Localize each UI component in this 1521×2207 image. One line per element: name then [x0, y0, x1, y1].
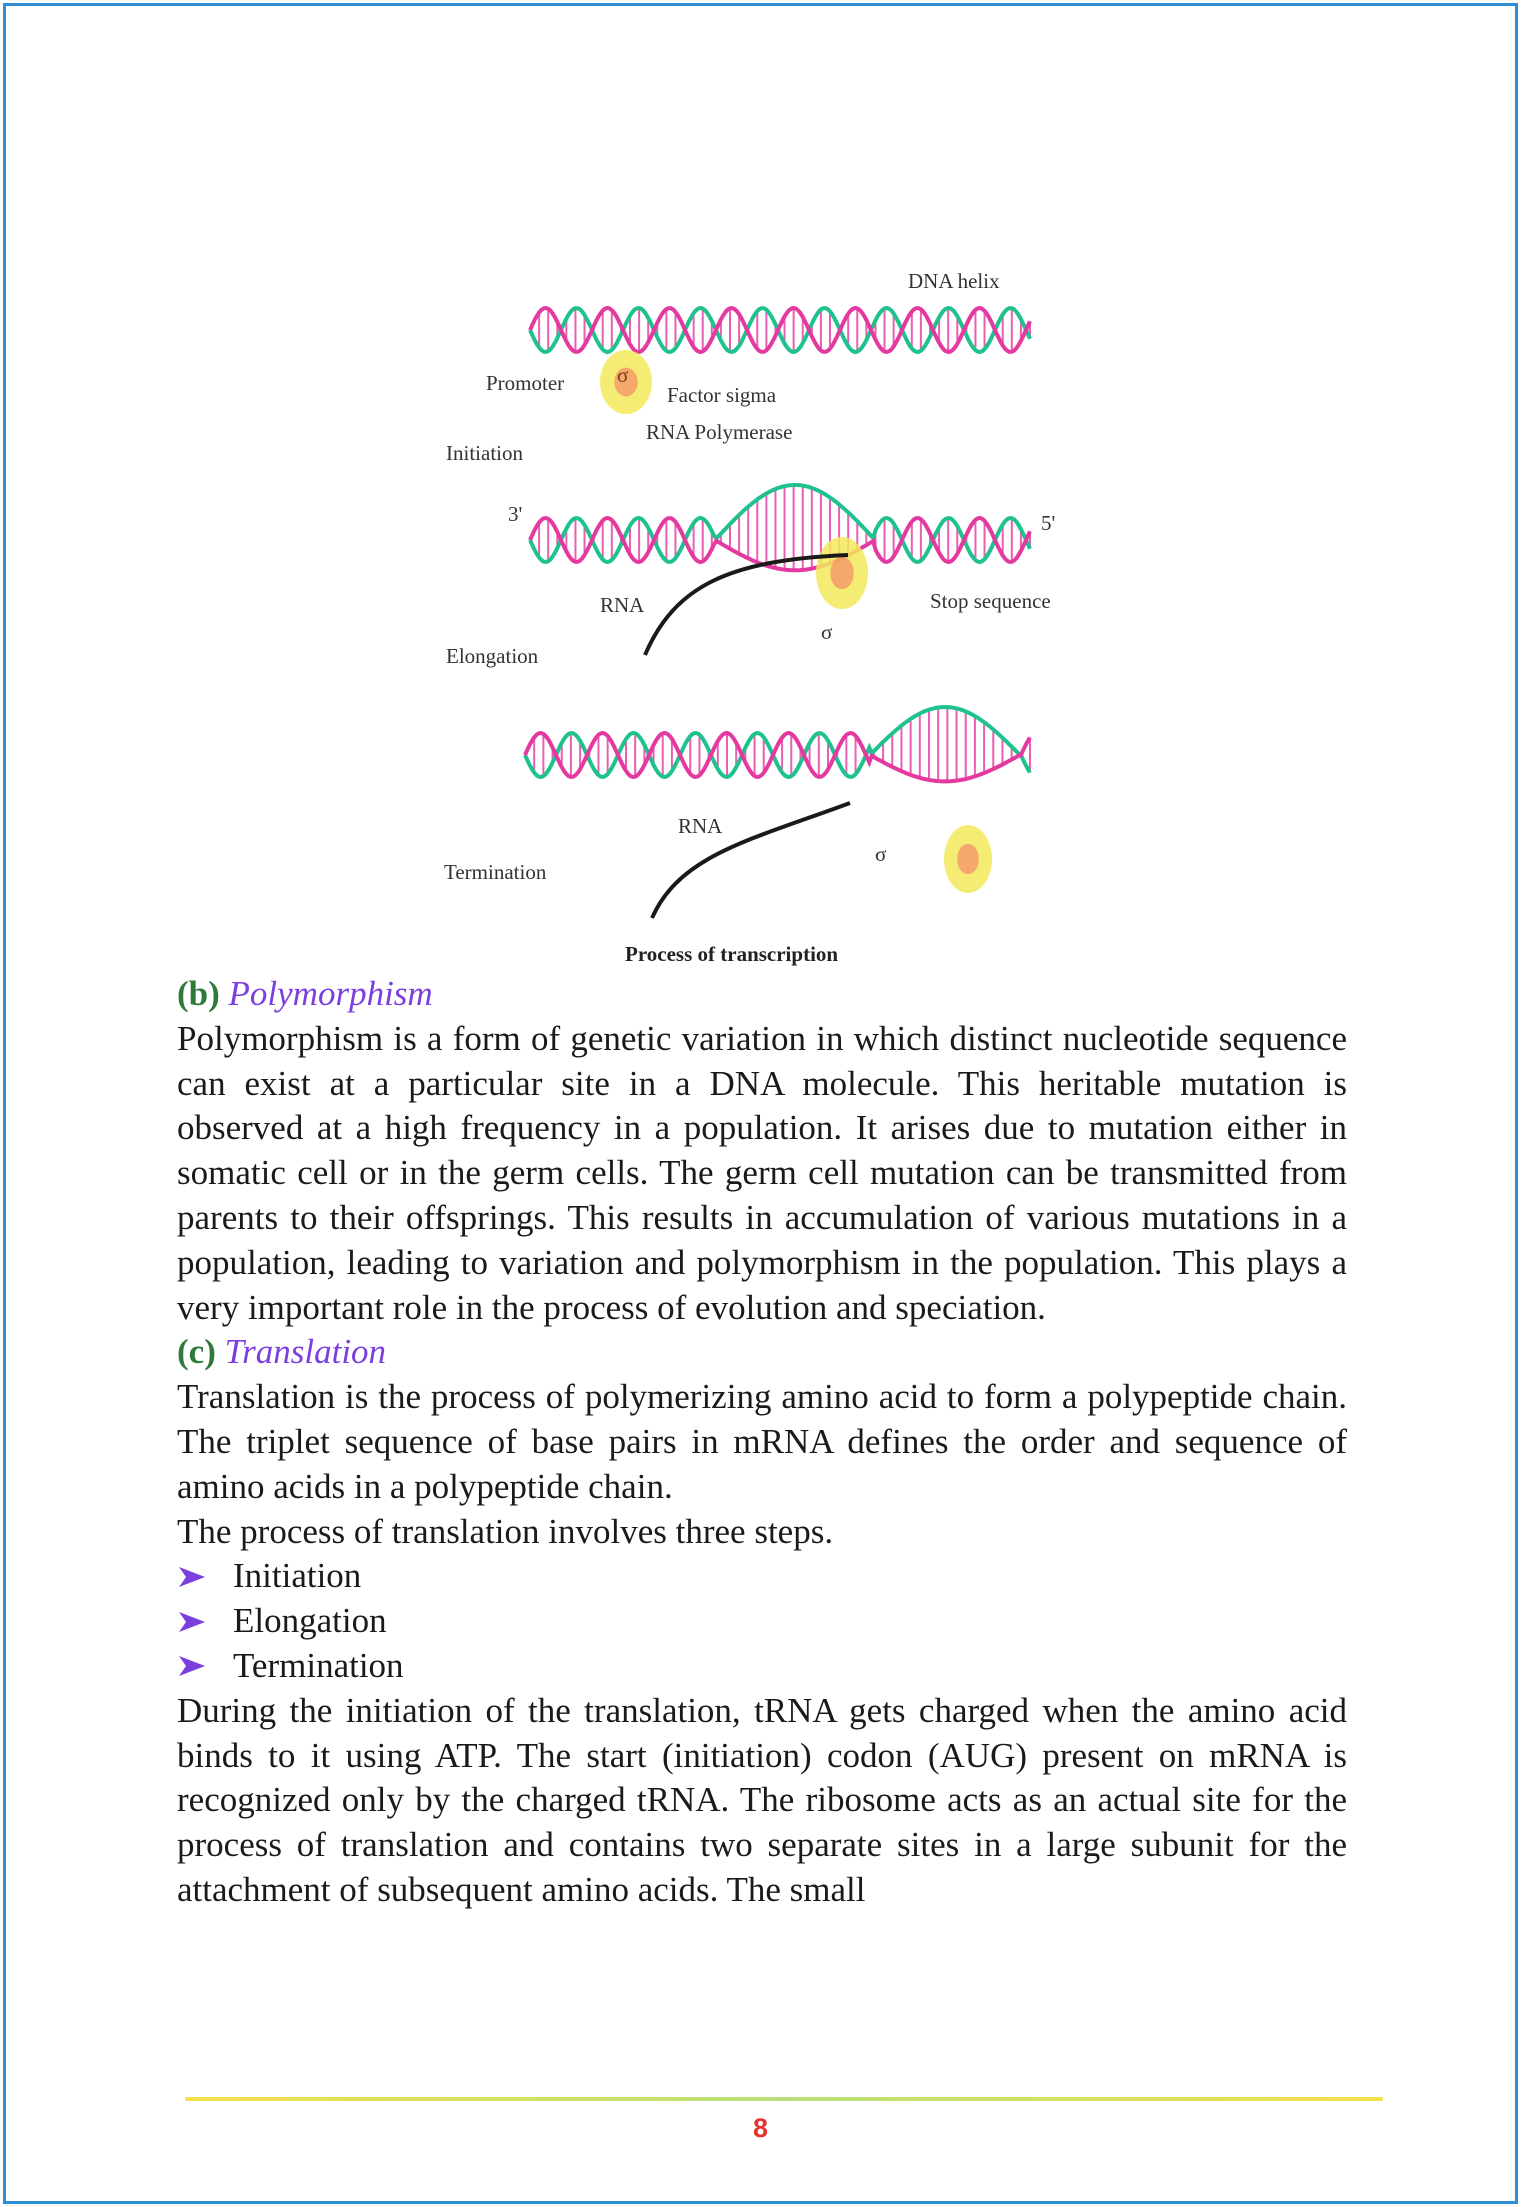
elongation-helix-strand-a [530, 485, 1030, 562]
label-dna-helix: DNA helix [908, 269, 1000, 293]
step-label: Elongation [233, 1601, 387, 1641]
label-sigma-initiation: σ [617, 363, 629, 387]
elongation-rna-polymerase-core [830, 557, 853, 589]
section-letter-c: (c) [177, 1332, 216, 1372]
text-content [177, 972, 1347, 1913]
label-initiation: Initiation [446, 441, 523, 465]
arrowhead-bullet-icon [177, 1566, 207, 1588]
label-elongation: Elongation [446, 644, 539, 668]
termination-rna-polymerase-core [957, 844, 979, 875]
translation-paragraph-3: During the initiation of the translation, tRNA gets charged when the amino acid binds to it using ATP. The start (initiation) codon (AUG) present on mRNA is recognized only by the charged tRNA. The ribosome acts as an actual site for the process of translation and contains two separate sites in a large subunit for the attachment of subsequent amino acids. The small [177, 1690, 1347, 1909]
label-rna-termination: RNA [678, 814, 723, 838]
label-factor-sigma: Factor sigma [667, 383, 777, 407]
footer-divider [185, 2095, 1383, 2103]
label-sigma-termination: σ [875, 842, 887, 866]
arrowhead-bullet-icon [177, 1655, 207, 1677]
page-number: 8 [752, 2113, 769, 2143]
step-label: Initiation [233, 1556, 362, 1596]
label-five-prime: 5' [1041, 511, 1056, 535]
arrowhead-bullet-icon [177, 1611, 207, 1633]
transcription-figure [430, 255, 1110, 975]
label-rna-polymerase: RNA Polymerase [646, 420, 793, 444]
section-heading-polymorphism [177, 972, 1347, 1017]
section-title-polymorphism: Polymorphism [228, 974, 433, 1013]
label-stop-sequence: Stop sequence [930, 589, 1051, 613]
figure-caption: Process of transcription [625, 942, 839, 966]
label-rna-elongation: RNA [600, 593, 645, 617]
section-letter-b: (b) [177, 974, 220, 1013]
list-item [177, 1644, 1347, 1689]
label-promoter: Promoter [486, 371, 565, 395]
label-termination: Termination [444, 860, 547, 884]
translation-steps-list [177, 1554, 1347, 1688]
polymorphism-paragraph: Polymorphism is a form of genetic variation in which distinct nucleotide sequence can exist at a particular site in a DNA molecule. This heritable mutation is observed at a high frequency in a population. It arises due to mutation either in somatic cell or in the germ cells. The germ cell mutation can be transmitted from parents to their offsprings. This results in accumulation of various mutations in a population, leading to variation and polymorphism in the population. This plays a very important role in the process of evolution and speciation. [177, 1018, 1347, 1327]
step-label: Termination [233, 1645, 404, 1685]
section-title-translation: Translation [224, 1332, 387, 1372]
label-three-prime: 3' [508, 502, 523, 526]
list-item [177, 1554, 1347, 1599]
translation-paragraph-1: Translation is the process of polymerizing amino acid to form a polypeptide chain. The triplet sequence of base pairs in mRNA defines the order and sequence of amino acids in a polypeptide chain. [177, 1377, 1347, 1506]
label-sigma-elongation: σ [821, 620, 833, 644]
termination-helix-strand-b [525, 733, 1030, 781]
translation-paragraph-2: The process of translation involves three steps. [177, 1511, 834, 1551]
list-item [177, 1599, 1347, 1644]
section-heading-translation [177, 1330, 1347, 1375]
